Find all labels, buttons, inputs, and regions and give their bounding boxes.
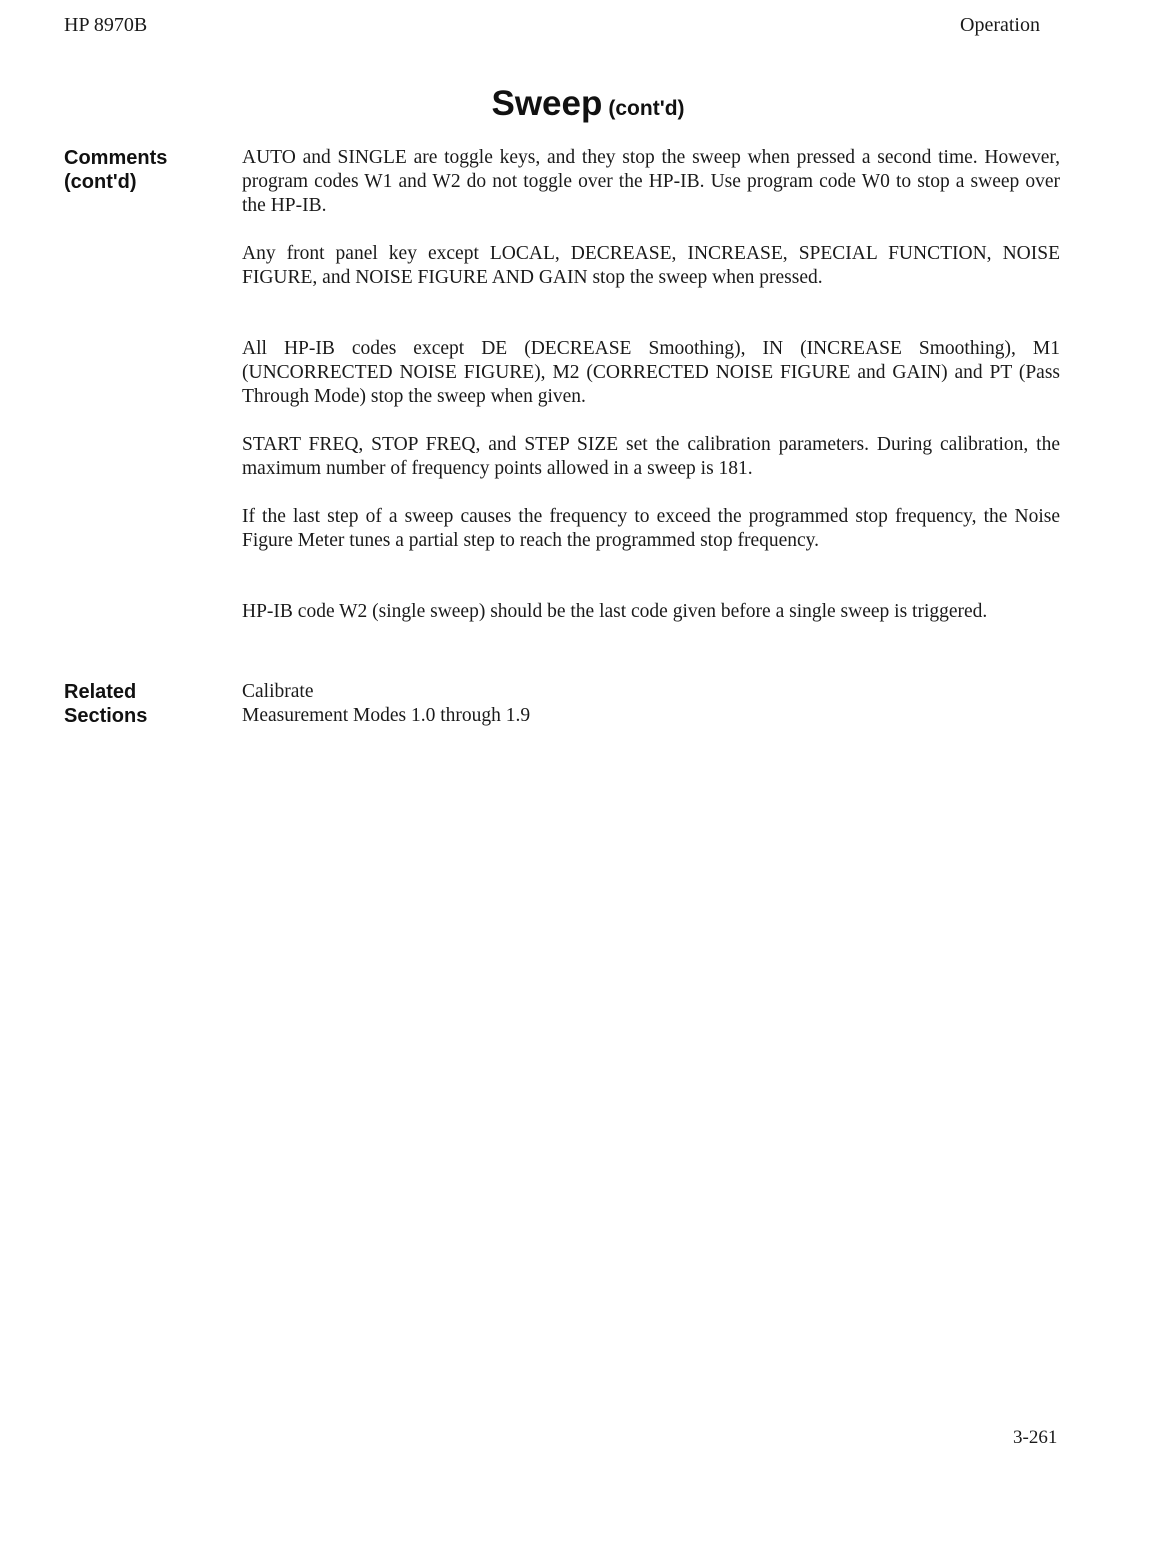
- header-model: HP 8970B: [64, 14, 148, 36]
- page-title: [0, 84, 1176, 124]
- related-heading-line1: Related: [64, 681, 137, 703]
- related-item-calibrate: Calibrate: [242, 681, 314, 702]
- paragraph-text: If the last step of a sweep causes the frequency to exceed the programmed stop frequency, the Noise Figure Meter tunes a partial step to reach the programmed stop frequency.: [242, 506, 1060, 551]
- related-heading-line2: Sections: [64, 705, 148, 727]
- comments-paragraph-6: [242, 600, 1060, 624]
- comments-heading-line2: (cont'd): [64, 171, 137, 193]
- related-heading: [64, 680, 147, 728]
- comments-paragraph-3: [242, 337, 1060, 409]
- header-section: Operation: [960, 14, 1040, 36]
- paragraph-text: AUTO and SINGLE are toggle keys, and they stop the sweep when pressed a second time. However, program codes W1 and W2 do not toggle over the HP-IB. Use program code W0 to stop a sweep over the HP-IB.: [242, 147, 1060, 216]
- comments-heading-line1: Comments: [64, 147, 168, 169]
- page-title-sub: (cont'd): [608, 97, 685, 120]
- paragraph-text: Any front panel key except LOCAL, DECREASE, INCREASE, SPECIAL FUNCTION, NOISE FIGURE, and NOISE FIGURE AND GAIN stop the sweep when pressed.: [242, 243, 1060, 288]
- comments-paragraph-1: [242, 146, 1060, 218]
- page-title-main: Sweep: [491, 84, 603, 123]
- comments-paragraph-5: [242, 505, 1060, 553]
- page-number: 3-261: [1013, 1427, 1058, 1448]
- comments-paragraph-2: [242, 242, 1060, 290]
- related-item-measurement-modes: Measurement Modes 1.0 through 1.9: [242, 705, 531, 726]
- paragraph-text: All HP-IB codes except DE (DECREASE Smoothing), IN (INCREASE Smoothing), M1 (UNCORRECTED NOISE FIGURE), M2 (CORRECTED NOISE FIGURE and GAIN) and PT (Pass Through Mode) stop the sweep when given.: [242, 338, 1060, 407]
- comments-paragraph-4: [242, 433, 1060, 481]
- comments-heading: [64, 146, 167, 194]
- related-sections-list: [242, 680, 530, 728]
- paragraph-text: START FREQ, STOP FREQ, and STEP SIZE set the calibration parameters. During calibration, the maximum number of frequency points allowed in a sweep is 181.: [242, 434, 1060, 479]
- paragraph-text: HP-IB code W2 (single sweep) should be the last code given before a single sweep is triggered.: [242, 601, 988, 622]
